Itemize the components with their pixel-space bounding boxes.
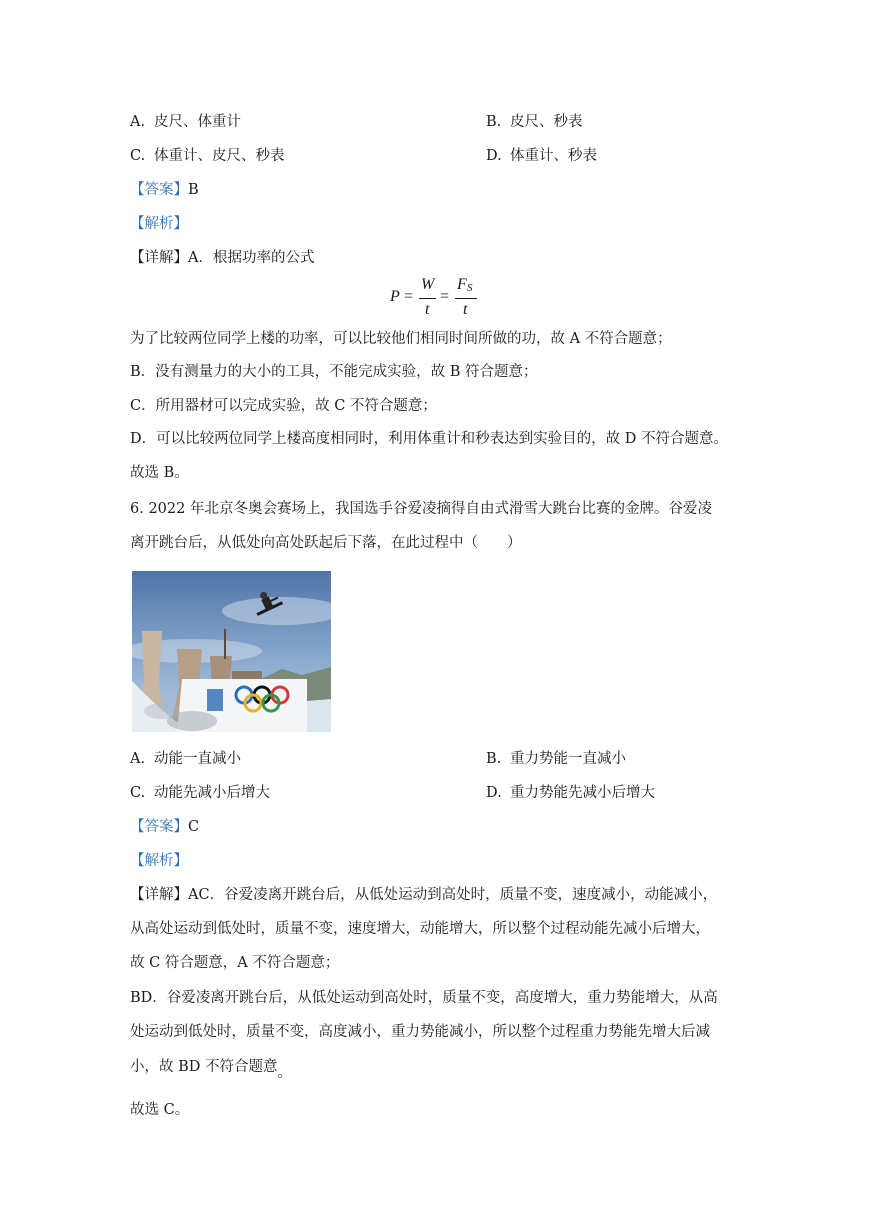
q5-answer [130,180,199,200]
q5-option-c [130,146,285,166]
option-letter: B. [486,114,502,130]
q6-line-3: 故 C 符合题意，A 不符合题意； [130,955,340,971]
option-letter: D. [486,148,502,164]
q5-conclusion: 故选 B。 [130,465,189,481]
q5-analysis-tag: 【解析】 [130,216,188,232]
detail-intro: A．根据功率的公式 [188,250,315,266]
option-text: 重力势能一直减小 [510,751,626,767]
q6-stem-line-2: 离开跳台后，从低处向高处跃起后下落，在此过程中（ ） [130,535,522,551]
q6-answer [130,817,199,837]
option-letter: D. [486,785,502,801]
option-letter: C. [130,148,146,164]
q5-line-2: B．没有测量力的大小的工具，不能完成实验，故 B 符合题意； [130,364,538,380]
q6-option-b [486,749,626,769]
line-text: 小，故 BD 不符合题意 [130,1059,278,1075]
option-text: 皮尺、体重计 [154,114,241,130]
formula-w: W [421,276,435,293]
q6-detail [130,885,717,905]
option-text: 体重计、皮尺、秒表 [154,148,285,164]
answer-value: C [188,819,200,835]
formula-t: t [425,301,430,318]
fraction-bar [419,298,436,299]
option-letter: C. [130,785,146,801]
fraction-bar [455,298,477,299]
formula-s-subscript: S [467,282,473,294]
q5-line-4: D．可以比较两位同学上楼高度相同时，利用体重计和秒表达到实验目的，故 D 不符合题意。 [130,431,728,447]
option-letter: A. [130,114,146,130]
q6-option-d [486,783,655,803]
q6-analysis-tag: 【解析】 [130,853,188,869]
q6-stem-line-1: 6. 2022 年北京冬奥会赛场上，我国选手谷爱凌摘得自由式滑雪大跳台比赛的金牌。谷爱凌 [130,501,712,517]
option-text: 动能先减小后增大 [154,785,270,801]
q6-option-c [130,783,270,803]
formula-eq: = [404,288,414,305]
q5-detail [130,248,314,268]
formula-t: t [463,301,468,318]
answer-tag: 【答案】 [130,182,188,198]
q6-option-a [130,749,241,769]
q5-line-1: 为了比较两位同学上楼的功率，可以比较他们相同时间所做的功，故 A 不符合题意； [130,331,672,347]
q6-line-4: BD．谷爱凌离开跳台后，从低处运动到高处时，质量不变，高度增大，重力势能增大，从高 [130,990,718,1006]
q6-line-5: 处运动到低处时，质量不变，高度减小，重力势能减小，所以整个过程重力势能先增大后减 [130,1024,710,1040]
option-text: 动能一直减小 [154,751,241,767]
q6-line-2: 从高处运动到低处时，质量不变，速度增大，动能增大，所以整个过程动能先减小后增大， [130,921,710,937]
answer-value: B [188,182,199,198]
option-letter: A. [130,751,146,767]
option-text: 皮尺、秒表 [510,114,583,130]
q5-option-a [130,112,241,132]
option-text: 体重计、秒表 [510,148,597,164]
q5-option-d [486,146,597,166]
answer-tag: 【答案】 [130,819,188,835]
q6-line-6 [130,1057,292,1081]
formula-f: F [457,276,467,293]
detail-tag: 【详解】 [130,887,188,903]
detail-line-1: AC．谷爱凌离开跳台后，从低处运动到高处时，质量不变，速度减小，动能减小， [188,887,718,903]
q5-line-3: C．所用器材可以完成实验，故 C 不符合题意； [130,398,437,414]
option-letter: B. [486,751,502,767]
formula-p: P [390,288,400,305]
q5-option-b [486,112,583,132]
power-formula [390,276,490,322]
ski-jump-illustration [132,571,331,732]
q6-conclusion: 故选 C。 [130,1102,190,1118]
detail-tag: 【详解】 [130,250,188,266]
option-text: 重力势能先减小后增大 [510,785,655,801]
period-mark: 。 [277,1065,292,1081]
formula-eq: = [440,288,450,305]
ski-jump-photo [132,571,331,732]
